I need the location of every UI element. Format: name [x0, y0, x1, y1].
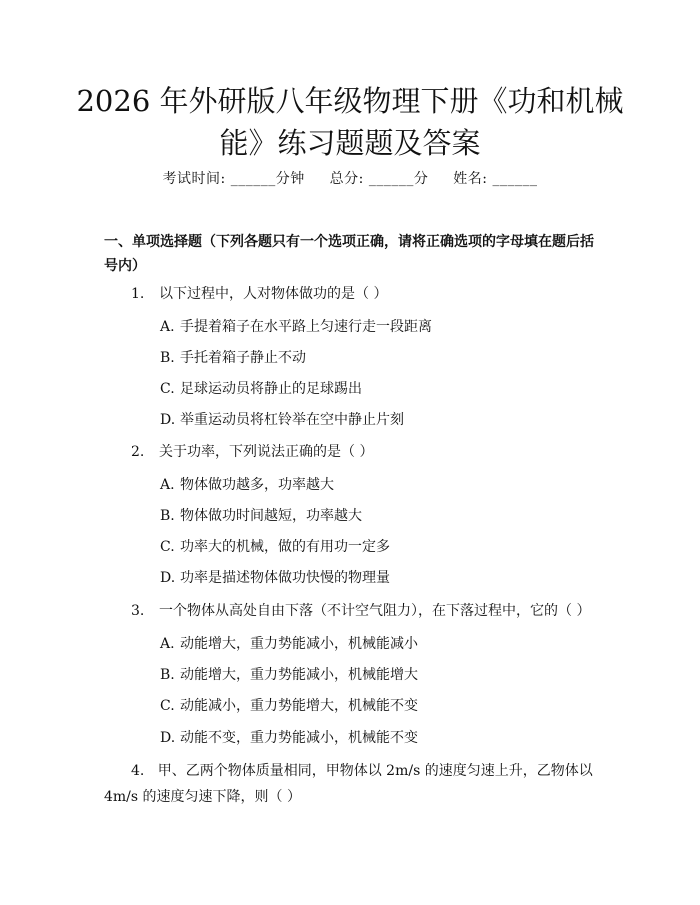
question-2-option-b — [160, 505, 362, 525]
question-3-option-b — [160, 664, 418, 684]
section-heading-single-choice: 一、单项选择题（下列各题只有一个选项正确，请将正确选项的字母填在题后括号内） — [104, 234, 594, 274]
question-1-option-b — [160, 347, 306, 367]
total-score-field: 总分: ______分 — [329, 171, 429, 187]
student-name-field: 姓名: ______ — [453, 171, 538, 187]
document-title: 2026 年外研版八年级物理下册《功和机械能》练习题题及答案 — [76, 84, 624, 160]
question-2 — [131, 441, 373, 461]
option-letter: C. — [160, 381, 175, 397]
option-letter: B. — [160, 508, 175, 524]
question-text: 一个物体从高处自由下落（不计空气阻力），在下落过程中，它的（ ） — [159, 603, 591, 619]
option-text: 物体做功时间越短，功率越大 — [180, 508, 362, 524]
option-letter: B. — [160, 350, 175, 366]
question-text: 以下过程中，人对物体做功的是（ ） — [159, 286, 388, 302]
question-2-option-a — [160, 474, 334, 494]
question-4 — [104, 758, 594, 810]
option-text: 功率是描述物体做功快慢的物理量 — [180, 570, 390, 586]
option-letter: C. — [160, 539, 175, 555]
option-text: 动能不变，重力势能减小，机械能不变 — [180, 730, 418, 746]
option-text: 手托着箱子静止不动 — [180, 350, 306, 366]
question-number: 3. — [131, 603, 145, 619]
question-1 — [131, 283, 387, 303]
question-1-option-d — [160, 409, 404, 429]
option-text: 动能减小，重力势能增大，机械能不变 — [180, 698, 418, 714]
option-text: 举重运动员将杠铃举在空中静止片刻 — [180, 412, 404, 428]
exam-meta — [0, 168, 700, 188]
question-text: 关于功率，下列说法正确的是（ ） — [159, 444, 374, 460]
question-1-option-a — [160, 316, 432, 336]
option-text: 手提着箱子在水平路上匀速行走一段距离 — [180, 319, 432, 335]
option-text: 物体做功越多，功率越大 — [180, 477, 334, 493]
option-letter: D. — [160, 412, 176, 428]
question-number: 2. — [131, 444, 145, 460]
question-2-option-d — [160, 567, 390, 587]
option-text: 足球运动员将静止的足球踢出 — [180, 381, 362, 397]
option-text: 动能增大，重力势能减小，机械能减小 — [180, 636, 418, 652]
exam-time-field: 考试时间: ______分钟 — [162, 171, 305, 187]
question-text: 甲、乙两个物体质量相同，甲物体以 2m/s 的速度匀速上升，乙物体以 4m/s 的速度匀速下降，则（ ） — [104, 763, 593, 805]
question-number: 4. — [131, 763, 145, 779]
option-text: 功率大的机械，做的有用功一定多 — [180, 539, 390, 555]
option-letter: B. — [160, 667, 175, 683]
option-text: 动能增大，重力势能减小，机械能增大 — [180, 667, 418, 683]
question-1-option-c — [160, 378, 362, 398]
question-2-option-c — [160, 536, 390, 556]
question-3 — [131, 600, 590, 620]
option-letter: A. — [160, 477, 175, 493]
option-letter: C. — [160, 698, 175, 714]
option-letter: D. — [160, 730, 176, 746]
question-3-option-c — [160, 695, 418, 715]
question-3-option-a — [160, 633, 418, 653]
question-3-option-d — [160, 727, 418, 747]
option-letter: A. — [160, 636, 175, 652]
question-number: 1. — [131, 286, 145, 302]
option-letter: D. — [160, 570, 176, 586]
option-letter: A. — [160, 319, 175, 335]
